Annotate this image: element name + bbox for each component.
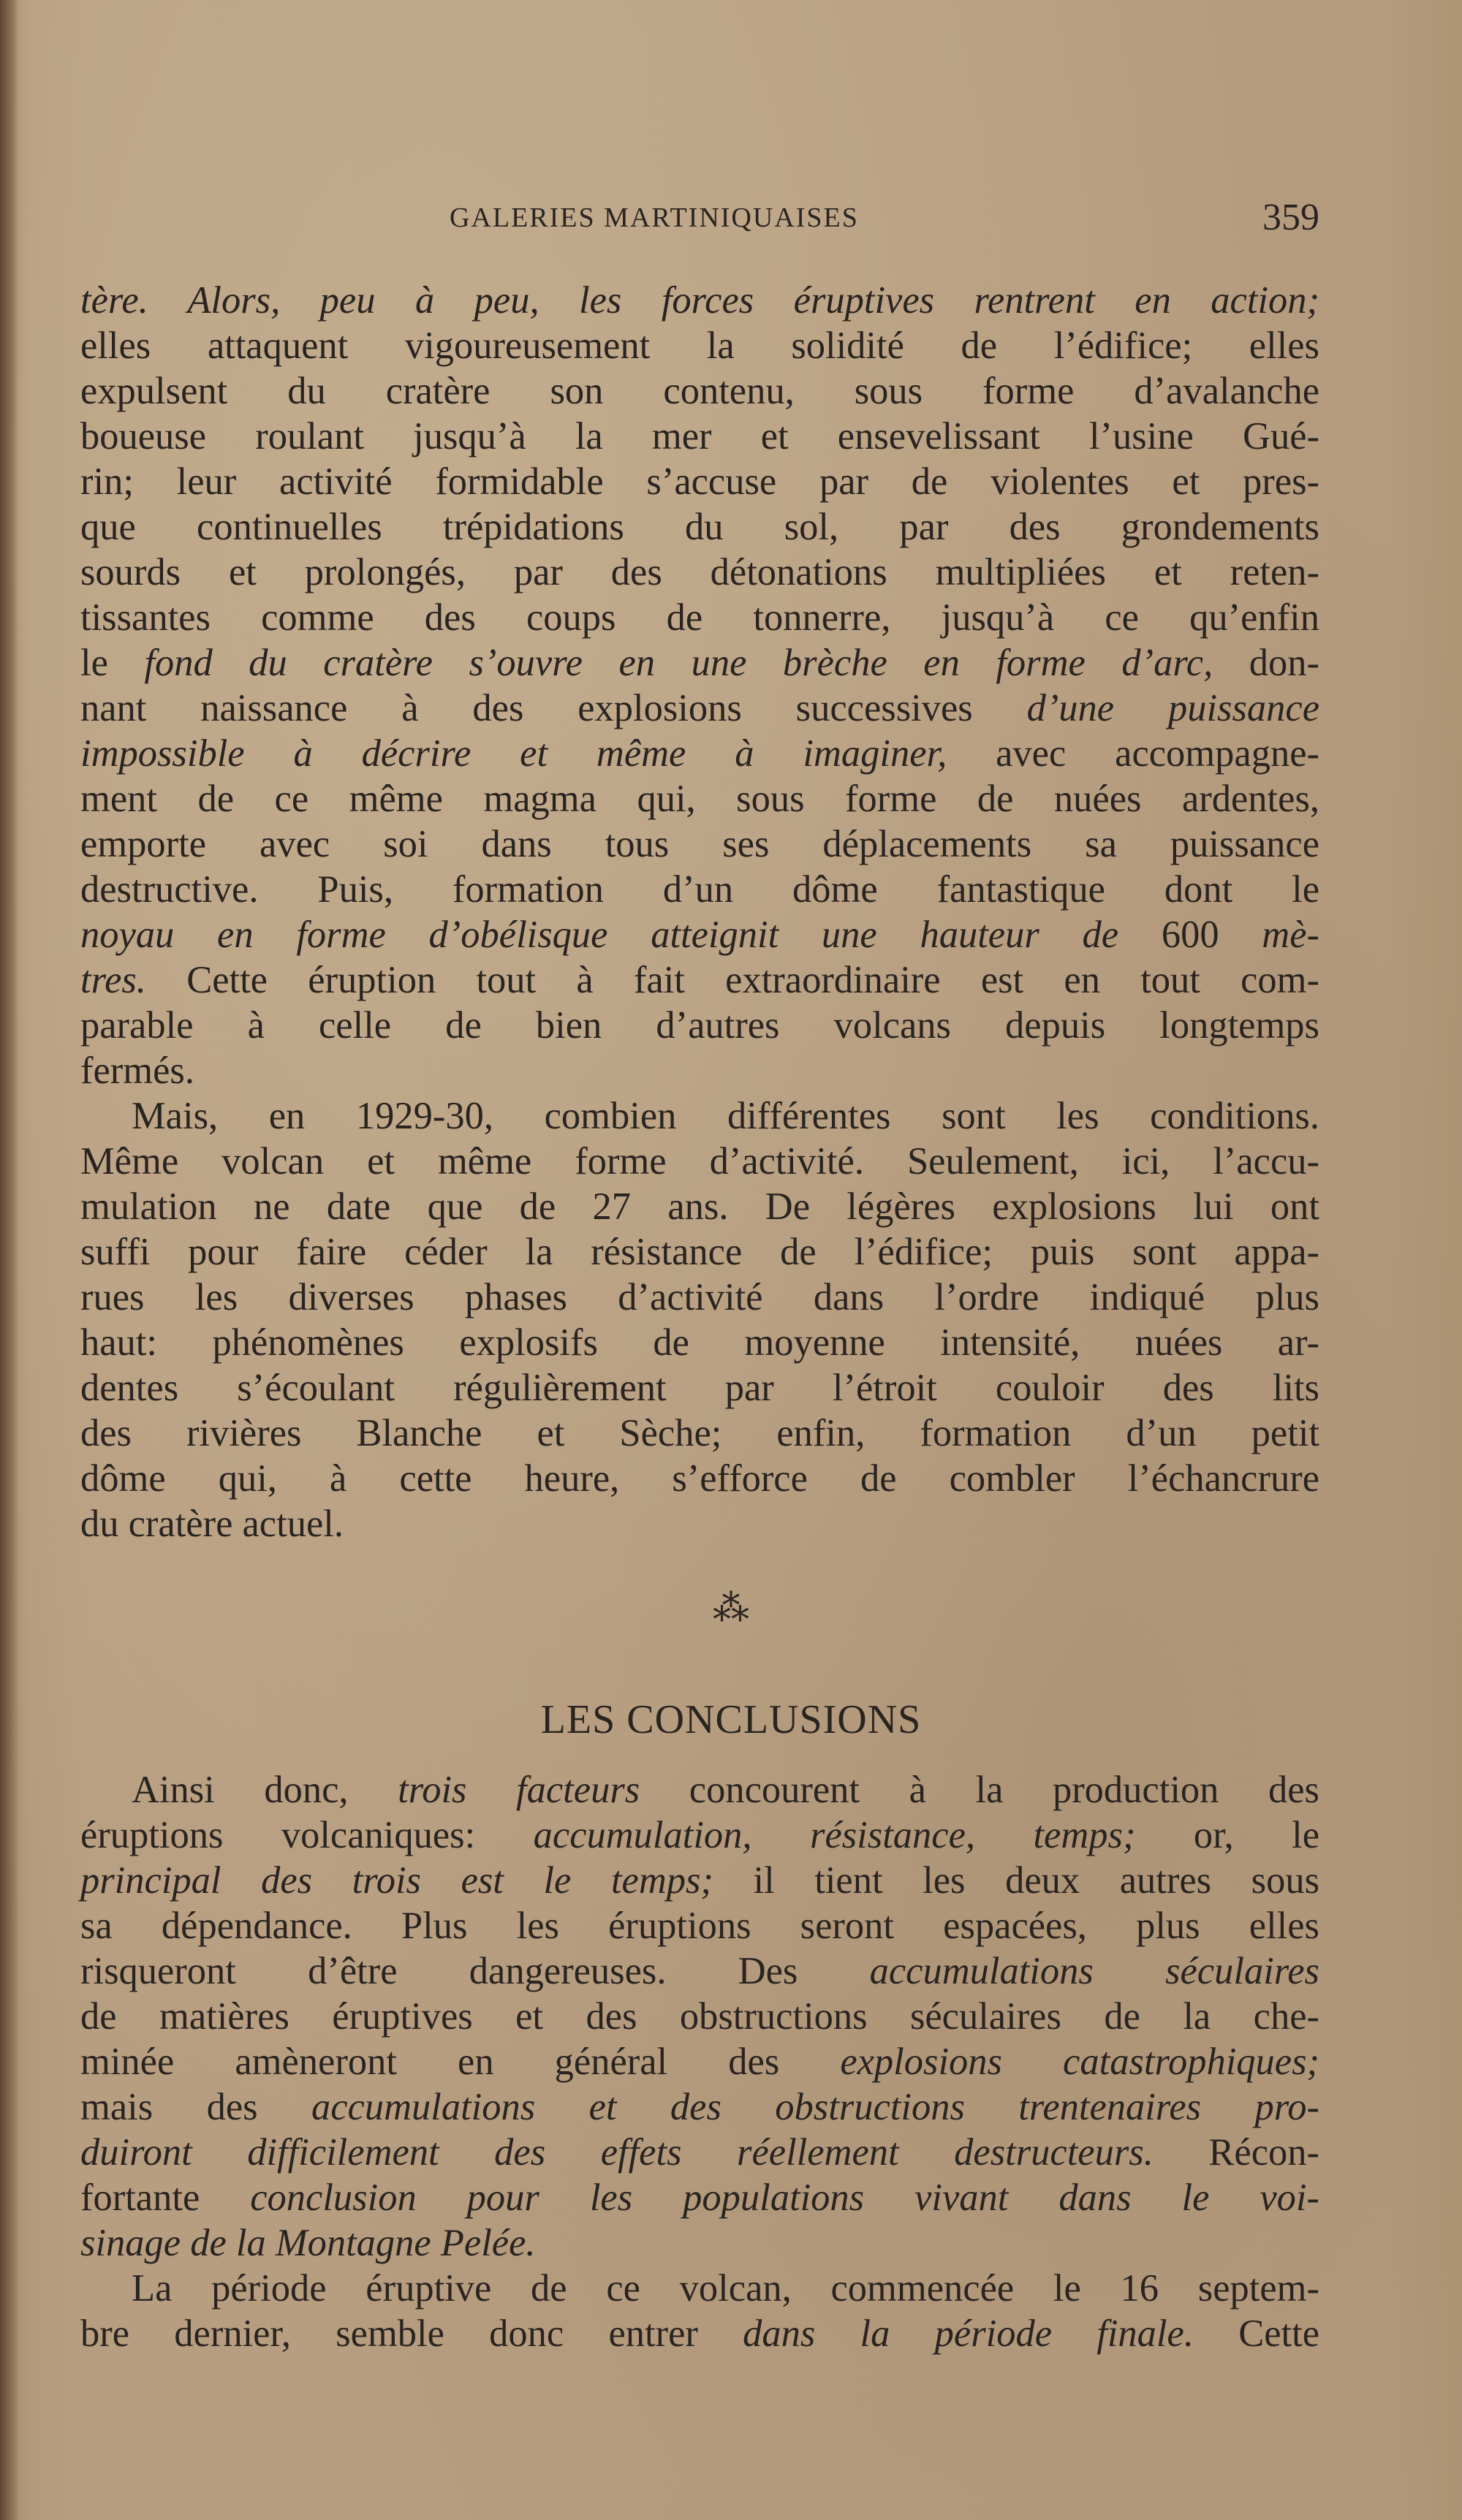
text-line xyxy=(80,776,1319,821)
text-run: haut: phénomènes explosifs de moyenne intensité, nuées ar- xyxy=(80,1321,1319,1364)
text-run: éruptions volcaniques: xyxy=(80,1814,534,1856)
italic-run: accumulation, résistance, temps; xyxy=(533,1814,1136,1856)
text-run: or, le xyxy=(1135,1814,1319,1856)
text-run: risqueront d’être dangereuses. Des xyxy=(80,1950,870,1992)
italic-run: dans la période finale. xyxy=(743,2312,1194,2355)
text-run: Récon- xyxy=(1153,2131,1319,2174)
text-line xyxy=(80,957,1319,1003)
text-line xyxy=(80,2266,1319,2311)
text-line xyxy=(80,1275,1319,1320)
page-number: 359 xyxy=(1262,197,1319,238)
text-line xyxy=(80,2311,1319,2356)
text-run: Ainsi donc, xyxy=(132,1769,398,1811)
italic-run: tres. xyxy=(80,959,146,1001)
section-title: LES CONCLUSIONS xyxy=(540,1697,922,1742)
text-run: mulation ne date que de 27 ans. De légères explosions lui ont xyxy=(80,1185,1319,1228)
text-line xyxy=(80,1048,1319,1093)
text-line xyxy=(80,414,1319,459)
text-run: du cratère actuel. xyxy=(80,1503,344,1545)
text-run: 600 xyxy=(1118,914,1262,956)
italic-run: accumulations séculaires xyxy=(869,1950,1319,1992)
text-run: Cette éruption tout à fait extraordinaire est en tout com- xyxy=(145,959,1319,1001)
text-run: que continuelles trépidations du sol, par des grondements xyxy=(80,506,1319,548)
running-title: GALERIES MARTINIQUAISES xyxy=(450,202,859,233)
text-run: bre dernier, semble donc entrer xyxy=(80,2312,743,2355)
text-run: elles attaquent vigoureusement la solidité de l’édifice; elles xyxy=(80,325,1319,367)
body-text-lower xyxy=(80,1767,1319,2356)
text-run: tissantes comme des coups de tonnerre, jusqu’à ce qu’enfin xyxy=(80,596,1319,639)
text-run: fermés. xyxy=(80,1050,194,1092)
text-line xyxy=(80,1003,1319,1048)
text-run: suffi pour faire céder la résistance de l’édifice; puis sont appa- xyxy=(80,1231,1319,1273)
text-line xyxy=(80,1858,1319,1903)
text-line xyxy=(80,2039,1319,2084)
body-text-upper xyxy=(80,278,1319,1546)
text-line xyxy=(80,867,1319,912)
italic-run: d’une puissance xyxy=(1026,687,1320,729)
italic-run: conclusion pour les populations vivant dans le voi- xyxy=(250,2176,1319,2219)
text-line xyxy=(80,1813,1319,1858)
italic-run: principal des trois est le temps; xyxy=(80,1859,713,1902)
text-line xyxy=(80,1994,1319,2039)
text-line xyxy=(80,595,1319,640)
text-run: concourent à la production des xyxy=(640,1769,1319,1811)
text-line xyxy=(80,1320,1319,1365)
text-line xyxy=(80,1229,1319,1275)
text-run: ment de ce même magma qui, sous forme de nuées ardentes, xyxy=(80,778,1319,820)
text-line xyxy=(80,1411,1319,1456)
text-line xyxy=(80,912,1319,957)
text-run: dôme qui, à cette heure, s’efforce de combler l’échancrure xyxy=(80,1457,1319,1500)
page-edge-shadow xyxy=(0,0,19,2520)
text-line xyxy=(80,1365,1319,1411)
text-run: de matières éruptives et des obstructions séculaires de la che- xyxy=(80,1995,1319,2038)
text-run: avec accompagne- xyxy=(947,732,1319,775)
text-line xyxy=(80,2084,1319,2130)
text-run: Même volcan et même forme d’activité. Seulement, ici, l’accu- xyxy=(80,1140,1319,1183)
text-line xyxy=(80,278,1319,323)
text-run: rin; leur activité formidable s’accuse par de violentes et pres- xyxy=(80,460,1319,503)
text-line xyxy=(80,1184,1319,1229)
text-run: le xyxy=(80,642,145,684)
italic-run: mè- xyxy=(1262,914,1319,956)
italic-run: explosions catastrophiques; xyxy=(840,2041,1319,2083)
text-run: emporte avec soi dans tous ses déplacements sa puissance xyxy=(80,823,1319,865)
text-run: fortante xyxy=(80,2176,251,2219)
text-run: expulsent du cratère son contenu, sous forme d’avalanche xyxy=(80,370,1319,412)
italic-run: trois facteurs xyxy=(398,1769,640,1811)
italic-run: noyau en forme d’obélisque atteignit une hauteur de xyxy=(80,914,1119,956)
text-run: il tient les deux autres sous xyxy=(713,1859,1320,1902)
text-run: La période éruptive de ce volcan, commencée le 16 septem- xyxy=(132,2267,1319,2310)
text-line xyxy=(80,504,1319,550)
text-line xyxy=(80,459,1319,504)
text-run: mais des xyxy=(80,2086,311,2128)
italic-run: duiront difficilement des effets réellement destructeurs. xyxy=(80,2131,1154,2174)
text-run: don- xyxy=(1213,642,1320,684)
text-run: Cette xyxy=(1193,2312,1319,2355)
italic-run: accumulations et des obstructions trentenaires pro- xyxy=(311,2086,1319,2128)
text-line xyxy=(80,550,1319,595)
text-line xyxy=(80,368,1319,414)
text-run: parable à celle de bien d’autres volcans depuis longtemps xyxy=(80,1004,1319,1047)
text-line xyxy=(80,1501,1319,1546)
text-run: minée amèneront en général des xyxy=(80,2041,841,2083)
text-run: sourds et prolongés, par des détonations multipliées et reten- xyxy=(80,551,1319,593)
text-line xyxy=(80,731,1319,776)
text-line xyxy=(80,1767,1319,1813)
section-separator-asterism: ⁂ xyxy=(713,1587,749,1628)
text-run: dentes s’écoulant régulièrement par l’étroit couloir des lits xyxy=(80,1367,1319,1409)
text-run: destructive. Puis, formation d’un dôme fantastique dont le xyxy=(80,868,1319,911)
text-line xyxy=(80,1456,1319,1501)
text-line xyxy=(80,2130,1319,2175)
text-run: rues les diverses phases d’activité dans l’ordre indiqué plus xyxy=(80,1276,1319,1318)
text-line xyxy=(80,2220,1319,2266)
text-line xyxy=(80,1948,1319,1994)
italic-run: impossible à décrire et même à imaginer, xyxy=(80,732,947,775)
text-line xyxy=(80,821,1319,867)
page-header xyxy=(80,196,1319,240)
text-line xyxy=(80,1093,1319,1139)
text-line xyxy=(80,686,1319,731)
italic-run: sinage de la Montagne Pelée. xyxy=(80,2222,536,2264)
text-line xyxy=(80,2175,1319,2220)
text-run: boueuse roulant jusqu’à la mer et ensevelissant l’usine Gué- xyxy=(80,415,1319,458)
text-run: des rivières Blanche et Sèche; enfin, formation d’un petit xyxy=(80,1412,1319,1454)
text-run: Mais, en 1929-30, combien différentes sont les conditions. xyxy=(132,1095,1319,1137)
text-line xyxy=(80,1903,1319,1948)
text-line xyxy=(80,640,1319,686)
text-run: sa dépendance. Plus les éruptions seront espacées, plus elles xyxy=(80,1905,1319,1947)
text-line xyxy=(80,1139,1319,1184)
italic-run: fond du cratère s’ouvre en une brèche en forme d’arc, xyxy=(144,642,1213,684)
italic-run: tère. Alors, peu à peu, les forces éruptives rentrent en action; xyxy=(80,279,1319,322)
text-run: nant naissance à des explosions successives xyxy=(80,687,1027,729)
text-line xyxy=(80,323,1319,368)
